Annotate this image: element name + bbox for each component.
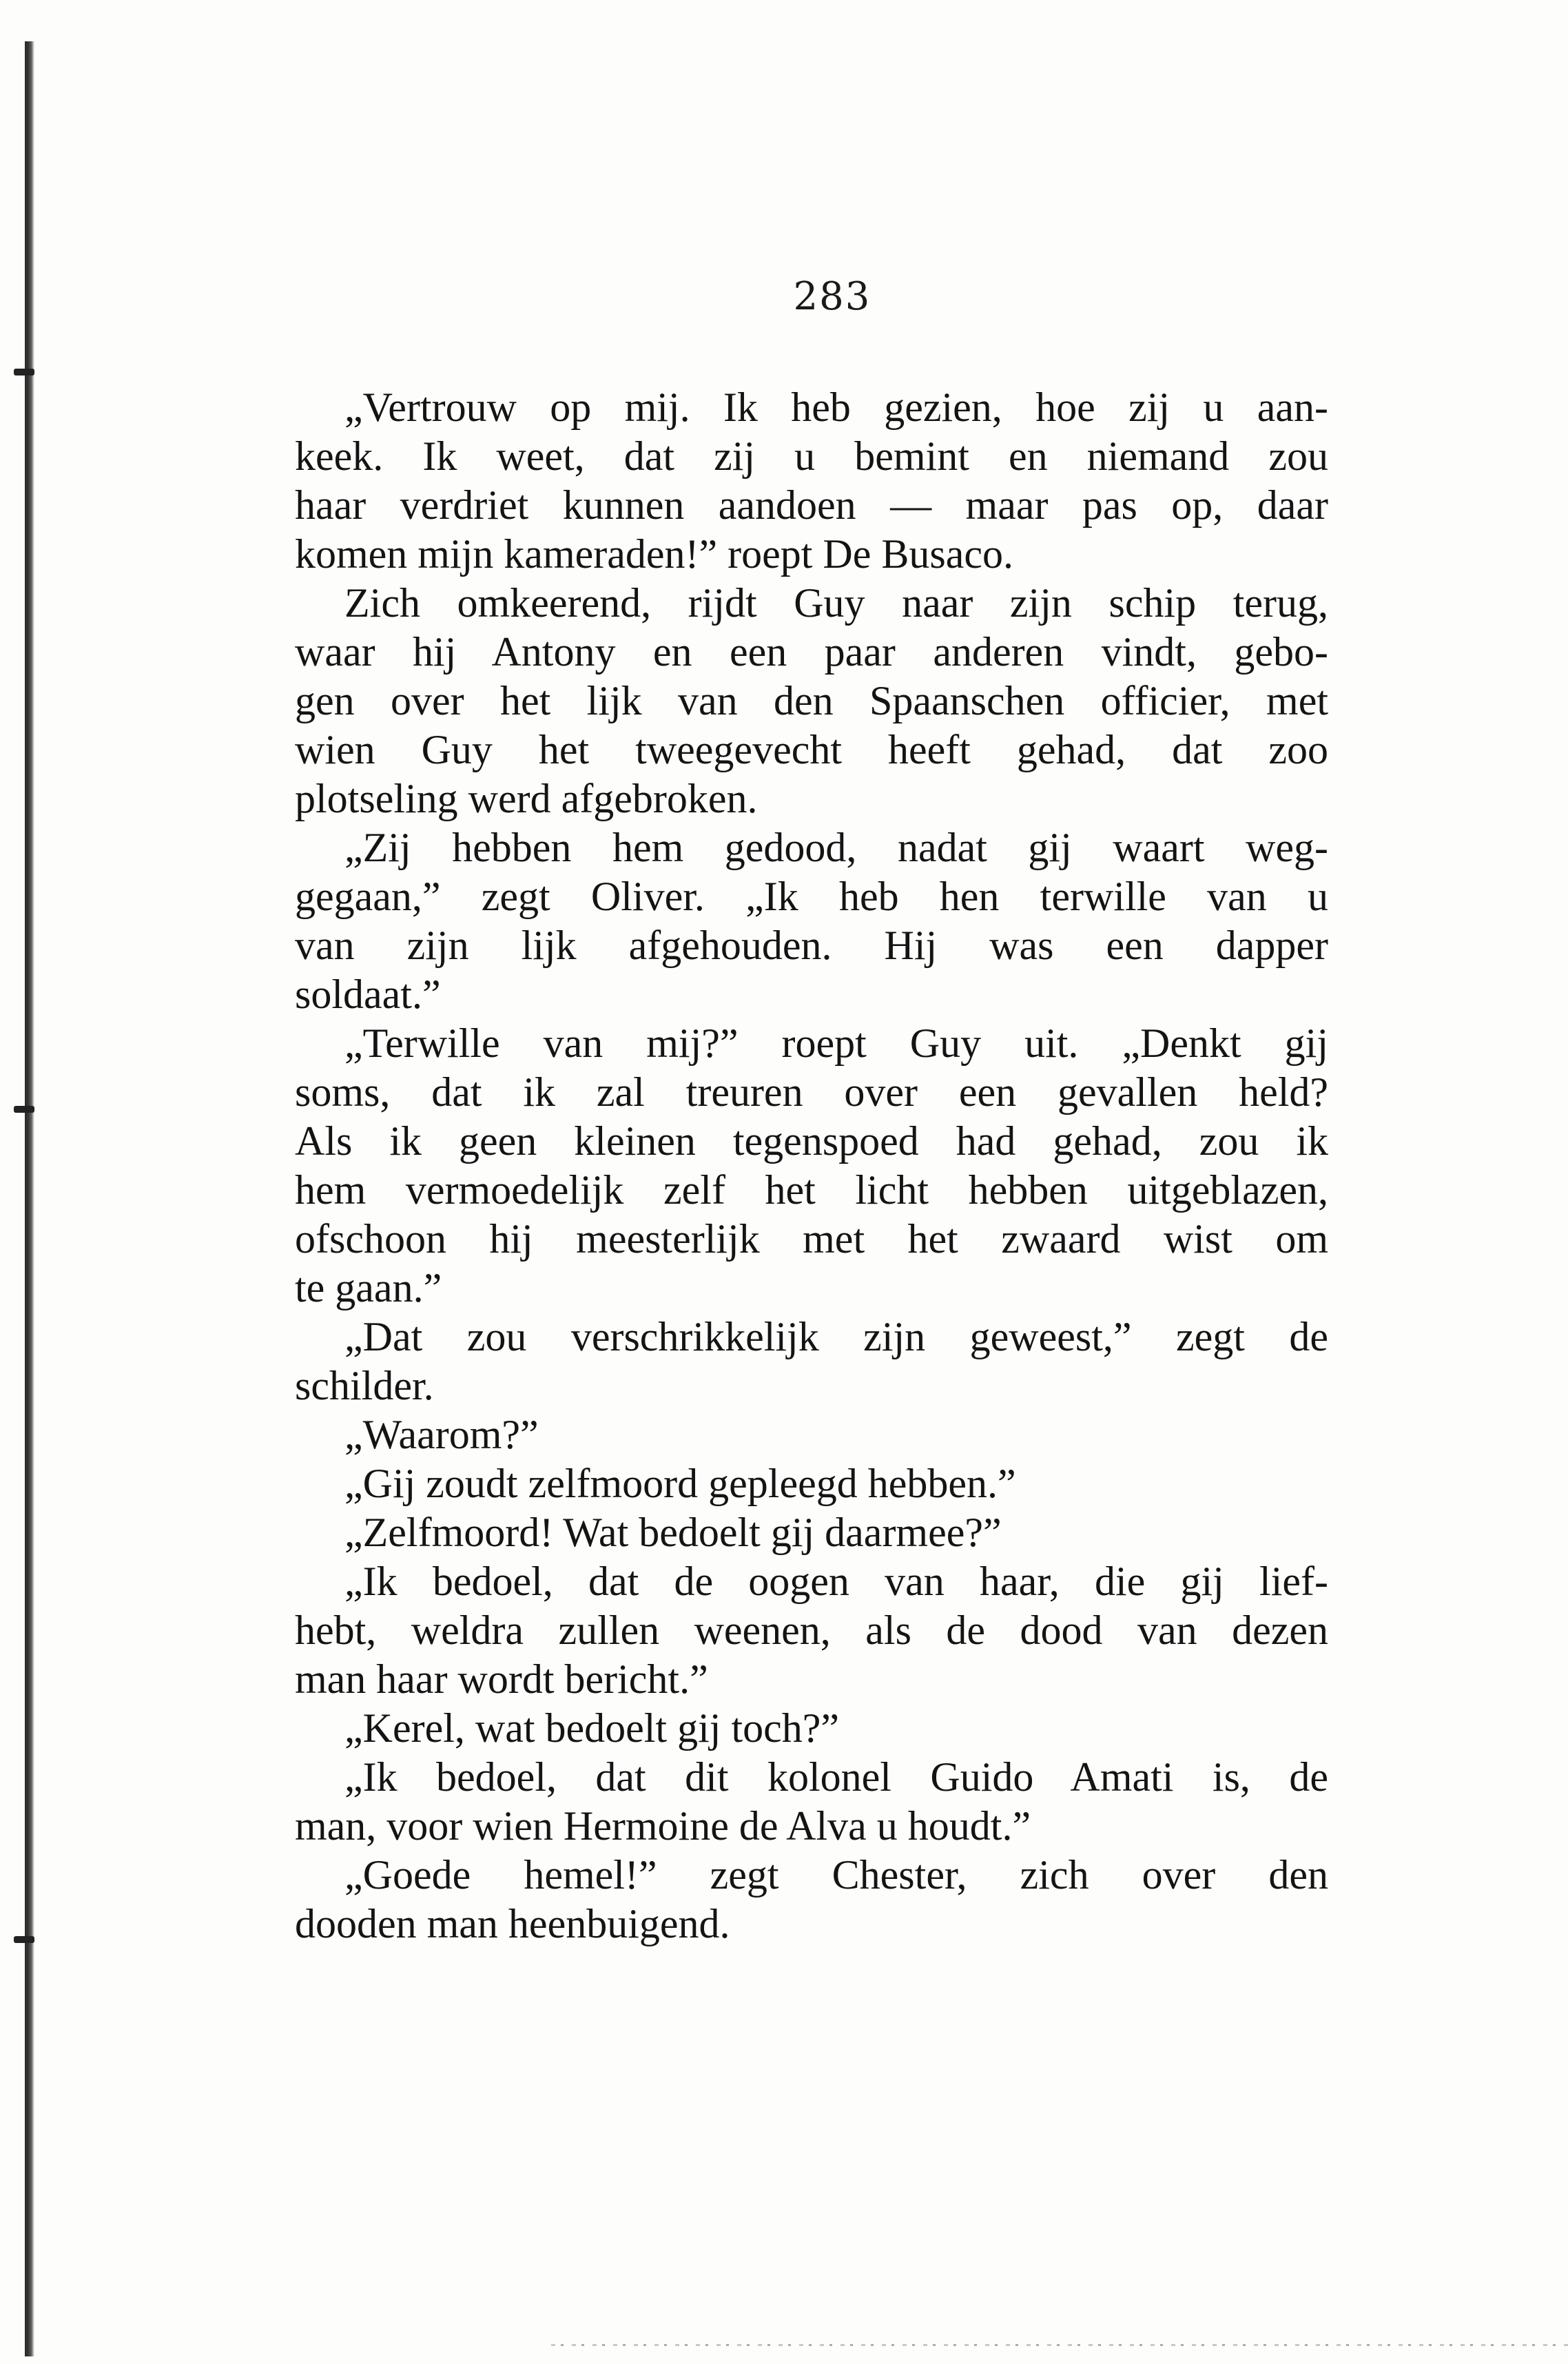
binding-mark — [14, 1936, 34, 1943]
scan-artifact — [551, 2344, 1568, 2346]
text-line: keek. Ik weet, dat zij u bemint en niemand zou — [295, 433, 1328, 479]
paragraph — [295, 1557, 1328, 1704]
body-text — [295, 383, 1328, 1949]
text-line: „Waarom?” — [344, 1412, 539, 1457]
paragraph — [295, 1459, 1328, 1508]
paragraph — [295, 383, 1328, 579]
text-line: „Dat zou verschrikkelijk zijn geweest,” zegt de — [344, 1314, 1328, 1359]
text-line: Zich omkeerend, rijdt Guy naar zijn schip terug, — [344, 580, 1328, 626]
text-line: waar hij Antony en een paar anderen vindt, gebo- — [295, 629, 1328, 675]
text-line: gen over het lijk van den Spaanschen officier, met — [295, 678, 1328, 723]
text-line: wien Guy het tweegevecht heeft gehad, dat zoo — [295, 727, 1328, 772]
paragraph — [295, 1410, 1328, 1459]
paragraph — [295, 1753, 1328, 1851]
text-line: „Gij zoudt zelfmoord gepleegd hebben.” — [344, 1461, 1016, 1506]
text-line: man, voor wien Hermoine de Alva u houdt.” — [295, 1803, 1031, 1849]
text-line: „Vertrouw op mij. Ik heb gezien, hoe zij u aan- — [344, 384, 1328, 430]
text-line: „Zelfmoord! Wat bedoelt gij daarmee?” — [344, 1510, 1002, 1555]
text-line: ofschoon hij meesterlijk met het zwaard wist om — [295, 1216, 1328, 1262]
text-line: Als ik geen kleinen tegenspoed had gehad, zou ik — [295, 1118, 1328, 1164]
text-line: gegaan,” zegt Oliver. „Ik heb hen terwille van u — [295, 874, 1328, 919]
paragraph — [295, 1019, 1328, 1313]
text-line: „Goede hemel!” zegt Chester, zich over den — [344, 1852, 1328, 1898]
text-line: hebt, weldra zullen weenen, als de dood van dezen — [295, 1607, 1328, 1653]
text-line: komen mijn kameraden!” roept De Busaco. — [295, 531, 1013, 577]
paragraph — [295, 1851, 1328, 1949]
binding-edge — [25, 41, 34, 2356]
binding-mark — [14, 1106, 34, 1113]
paragraph — [295, 823, 1328, 1019]
text-line: „Kerel, wat bedoelt gij toch?” — [344, 1705, 840, 1751]
text-line: te gaan.” — [295, 1265, 442, 1311]
text-line: van zijn lijk afgehouden. Hij was een dapper — [295, 923, 1328, 968]
binding-mark — [14, 369, 34, 376]
text-line: dooden man heenbuigend. — [295, 1901, 730, 1946]
text-line: schilder. — [295, 1363, 434, 1408]
text-line: „Zij hebben hem gedood, nadat gij waart weg- — [344, 825, 1328, 870]
text-line: plotseling werd afgebroken. — [295, 776, 758, 821]
paragraph — [295, 1704, 1328, 1753]
page-number: 283 — [793, 274, 871, 319]
paragraph — [295, 1508, 1328, 1557]
text-line: „Ik bedoel, dat de oogen van haar, die gij lief- — [344, 1559, 1328, 1604]
text-line: „Ik bedoel, dat dit kolonel Guido Amati is, de — [344, 1754, 1328, 1800]
paragraph — [295, 1313, 1328, 1410]
text-line: „Terwille van mij?” roept Guy uit. „Denkt gij — [344, 1020, 1328, 1066]
text-line: haar verdriet kunnen aandoen — maar pas op, daar — [295, 482, 1328, 528]
text-line: hem vermoedelijk zelf het licht hebben uitgeblazen, — [295, 1167, 1328, 1213]
text-line: man haar wordt bericht.” — [295, 1656, 708, 1702]
paragraph — [295, 579, 1328, 823]
text-line: soms, dat ik zal treuren over een gevallen held? — [295, 1069, 1328, 1115]
text-line: soldaat.” — [295, 972, 441, 1017]
